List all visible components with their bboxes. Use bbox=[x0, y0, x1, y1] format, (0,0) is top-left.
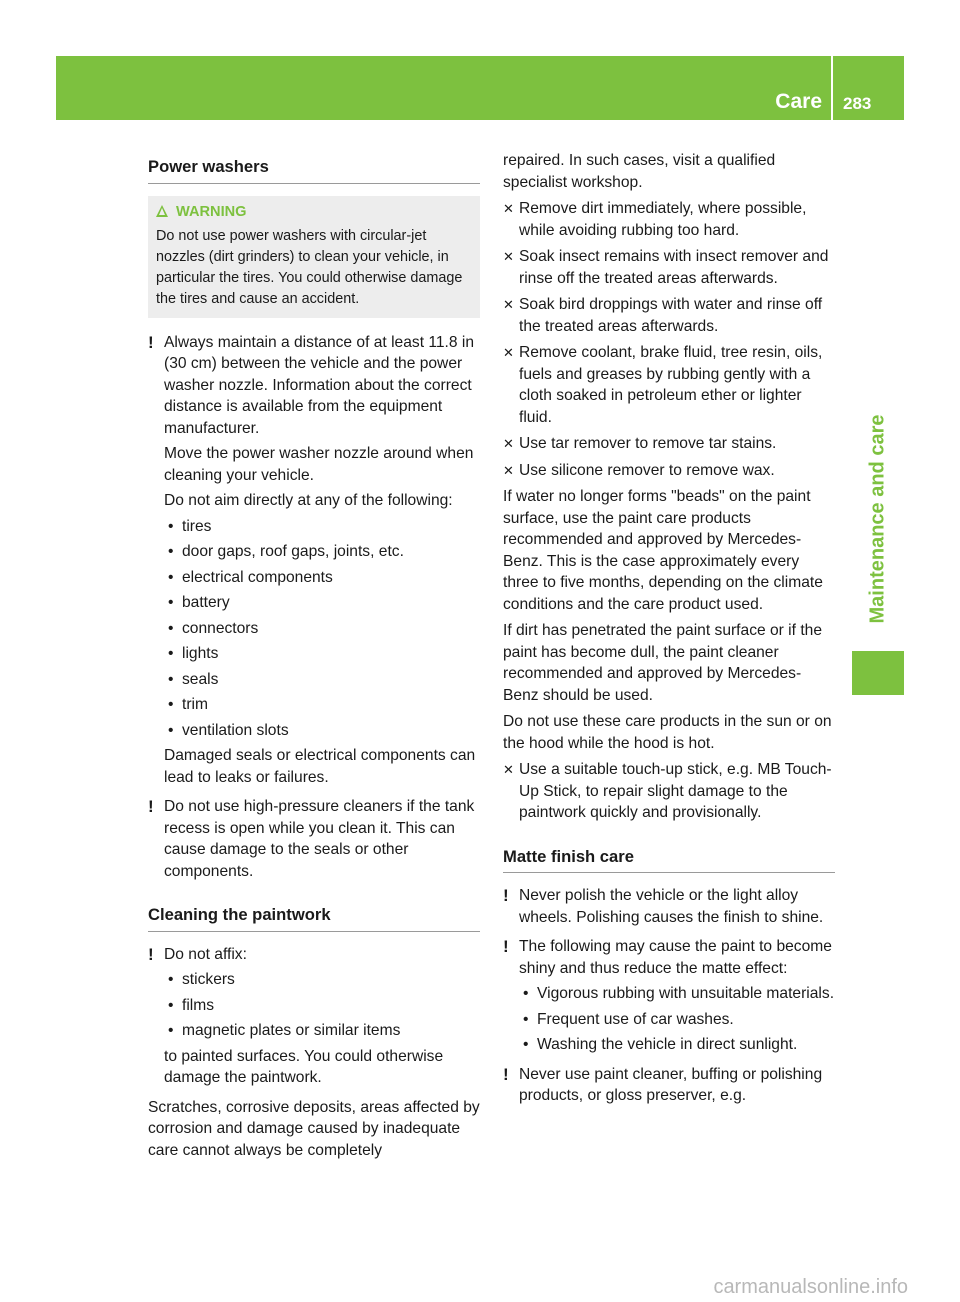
step-text: Soak bird droppings with water and rinse off the treated areas afterwards. bbox=[519, 296, 823, 335]
note-text: Do not affix: bbox=[164, 945, 247, 963]
note-text: to painted surfaces. You could otherwise damage the paintwork. bbox=[164, 1047, 444, 1086]
step-text: Soak insect remains with insect remover and rinse off the treated areas afterwards. bbox=[519, 248, 829, 287]
step-item bbox=[503, 759, 835, 824]
list-item: • connectors bbox=[168, 618, 480, 640]
note-never-polish bbox=[503, 885, 835, 928]
exclamation-note-icon: ! bbox=[148, 944, 154, 964]
warning-label: WARNING bbox=[176, 203, 247, 220]
left-column bbox=[148, 150, 480, 1166]
step-text: Remove dirt immediately, where possible, while avoiding rubbing too hard. bbox=[519, 200, 807, 239]
list-item: • tires bbox=[168, 516, 480, 538]
step-item bbox=[503, 433, 835, 455]
action-x-icon: ✕ bbox=[503, 297, 514, 312]
list-item: • Washing the vehicle in direct sunlight. bbox=[523, 1034, 835, 1056]
note-text: Never use paint cleaner, buffing or polishing products, or gloss preserver, e.g. bbox=[519, 1065, 823, 1104]
paragraph-scratches: Scratches, corrosive deposits, areas affected by corrosion and damage caused by inadequate care cannot always be completely bbox=[148, 1098, 480, 1159]
heading-matte-finish: Matte finish care bbox=[503, 846, 835, 874]
note-shiny-paint bbox=[503, 936, 835, 1056]
list-item: • seals bbox=[168, 669, 480, 691]
note-paint-cleaner bbox=[503, 1064, 835, 1107]
step-item bbox=[503, 198, 835, 241]
list-item: • lights bbox=[168, 643, 480, 665]
step-item bbox=[503, 342, 835, 428]
step-item bbox=[503, 460, 835, 482]
list-item: • door gaps, roof gaps, joints, etc. bbox=[168, 541, 480, 563]
warning-box bbox=[148, 196, 480, 318]
note-tank-recess bbox=[148, 796, 480, 882]
note-text: Always maintain a distance of at least 11.8 in (30 cm) between the vehicle and the power washer nozzle. Information about the correct distance is available from the equipment manufacturer. bbox=[164, 333, 475, 437]
right-column bbox=[503, 150, 835, 1115]
list-item: • magnetic plates or similar items bbox=[168, 1020, 480, 1042]
action-x-icon: ✕ bbox=[503, 436, 514, 451]
heading-cleaning-paintwork: Cleaning the paintwork bbox=[148, 904, 480, 932]
action-x-icon: ✕ bbox=[503, 762, 514, 777]
paragraph-repaired: repaired. In such cases, visit a qualified specialist workshop. bbox=[503, 152, 776, 191]
paragraph-dirt: If dirt has penetrated the paint surface or if the paint has become dull, the paint cleaner recommended and approved by Mercedes-Benz should be used. bbox=[503, 622, 822, 704]
step-text: Use a suitable touch-up stick, e.g. MB Touch-Up Stick, to repair slight damage to the paintwork quickly and provisionally. bbox=[519, 761, 832, 821]
watermark: carmanualsonline.info bbox=[713, 1276, 908, 1298]
action-x-icon: ✕ bbox=[503, 249, 514, 264]
note-do-not-affix bbox=[148, 944, 480, 1089]
list-item: • trim bbox=[168, 694, 480, 716]
warning-text: Do not use power washers with circular-jet nozzles (dirt grinders) to clean your vehicle, in particular the tires. You could otherwise damage the tires and cause an accident. bbox=[156, 227, 463, 307]
paragraph-sun: Do not use these care products in the sun or on the hood while the hood is hot. bbox=[503, 713, 832, 752]
note-text: Do not aim directly at any of the following: bbox=[164, 492, 453, 509]
chapter-tab-marker bbox=[852, 651, 904, 695]
header-separator bbox=[831, 56, 833, 120]
exclamation-note-icon: ! bbox=[148, 332, 154, 352]
exclamation-note-icon: ! bbox=[503, 886, 509, 905]
action-x-icon: ✕ bbox=[503, 201, 514, 216]
list-item: • films bbox=[168, 995, 480, 1017]
note-text: Do not use high-pressure cleaners if the tank recess is open while you clean it. This can cause damage to the seals or other components. bbox=[164, 798, 475, 880]
note-text: Damaged seals or electrical components can lead to leaks or failures. bbox=[164, 747, 476, 786]
list-item: • Frequent use of car washes. bbox=[523, 1009, 835, 1031]
step-text: Use tar remover to remove tar stains. bbox=[519, 435, 777, 452]
page-number: 283 bbox=[843, 94, 872, 113]
step-text: Use silicone remover to remove wax. bbox=[519, 461, 775, 479]
heading-power-washers: Power washers bbox=[148, 156, 480, 184]
note-distance bbox=[148, 332, 480, 789]
exclamation-note-icon: ! bbox=[503, 1064, 509, 1084]
section-title: Care bbox=[775, 90, 822, 113]
list-item: • stickers bbox=[168, 969, 480, 991]
list-item: • Vigorous rubbing with unsuitable materials. bbox=[523, 983, 835, 1005]
warning-header bbox=[156, 202, 472, 223]
note-text: The following may cause the paint to become shiny and thus reduce the matte effect: bbox=[519, 938, 832, 977]
step-item bbox=[503, 246, 835, 289]
step-text: Remove coolant, brake fluid, tree resin, oils, fuels and greases by rubbing gently with a cloth soaked in petroleum ether or lighter fluid. bbox=[519, 344, 823, 426]
warning-triangle-icon bbox=[156, 205, 168, 217]
exclamation-note-icon: ! bbox=[148, 797, 154, 816]
paragraph-beads: If water no longer forms "beads" on the paint surface, use the paint care products recommended and approved by Mercedes-Benz. This is the case approximately every three to five months, depending on the climate conditions and the care product used. bbox=[503, 488, 823, 613]
note-text: Move the power washer nozzle around when cleaning your vehicle. bbox=[164, 445, 474, 484]
list-item: • battery bbox=[168, 592, 480, 614]
list-item: • electrical components bbox=[168, 567, 480, 589]
exclamation-note-icon: ! bbox=[503, 937, 509, 956]
action-x-icon: ✕ bbox=[503, 345, 514, 360]
list-item: • ventilation slots bbox=[168, 720, 480, 742]
chapter-tab-label: Maintenance and care bbox=[866, 414, 889, 624]
note-text: Never polish the vehicle or the light alloy wheels. Polishing causes the finish to shine. bbox=[519, 887, 824, 926]
step-item bbox=[503, 294, 835, 337]
action-x-icon: ✕ bbox=[503, 462, 514, 478]
